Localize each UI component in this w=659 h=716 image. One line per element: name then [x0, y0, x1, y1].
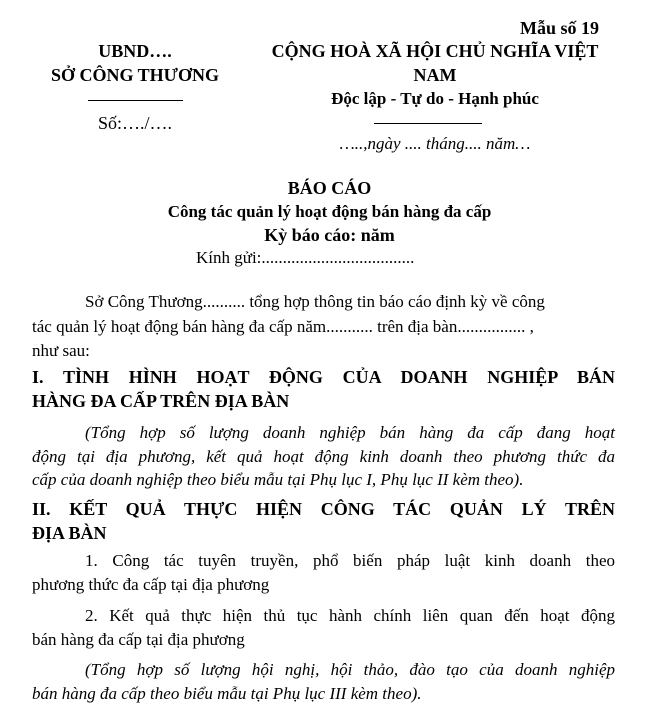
country-name-line1: CỘNG HOÀ XÃ HỘI CHỦ NGHĨA VIỆT	[271, 41, 599, 61]
item-1-line1: 1. Công tác tuyên truyền, phổ biến pháp luật kinh doanh theo	[85, 551, 615, 570]
section-1-heading-line2: HÀNG ĐA CẤP TRÊN ĐỊA BÀN	[32, 391, 290, 411]
report-period: Kỳ báo cáo: năm	[264, 225, 395, 245]
agency-name: UBND….	[98, 41, 172, 61]
intro-line-1: Sở Công Thương.......... tổng hợp thông tin báo cáo định kỳ về công	[85, 292, 545, 311]
section-2-note-line1: (Tổng hợp số lượng hội nghị, hội thảo, đào tạo của doanh nghiệp	[85, 660, 615, 679]
form-number: Mẫu số 19	[520, 18, 600, 38]
section-1-note-line3: cấp của doanh nghiệp theo biểu mẫu tại Phụ lục I, Phụ lục II kèm theo).	[32, 470, 524, 489]
item-2-line1: 2. Kết quả thực hiện thủ tục hành chính liên quan đến hoạt động	[85, 606, 615, 625]
right-divider	[374, 123, 482, 124]
recipient-line: Kính gửi:....................................	[196, 248, 415, 267]
section-2-heading-line1: II. KẾT QUẢ THỰC HIỆN CÔNG TÁC QUẢN LÝ TRÊN	[32, 499, 615, 519]
intro-line-3: như sau:	[32, 341, 90, 360]
country-name-line2: NAM	[413, 65, 457, 85]
section-1-heading-line1: I. TÌNH HÌNH HOẠT ĐỘNG CỦA DOANH NGHIỆP BÁN	[32, 367, 615, 387]
section-2-note-line2: bán hàng đa cấp theo biểu mẫu tại Phụ lục III kèm theo).	[32, 684, 422, 703]
section-1-note-line1: (Tổng hợp số lượng doanh nghiệp bán hàng đa cấp đang hoạt	[85, 423, 615, 442]
section-2-heading-line2: ĐỊA BÀN	[32, 523, 107, 543]
item-2-line2: bán hàng đa cấp tại địa phương	[32, 630, 245, 649]
department-name: SỞ CÔNG THƯƠNG	[50, 65, 220, 85]
report-title: BÁO CÁO	[287, 178, 372, 198]
left-divider	[88, 100, 183, 101]
document-number: Số:…./….	[97, 113, 172, 133]
item-1-line2: phương thức đa cấp tại địa phương	[32, 575, 270, 594]
intro-line-2: tác quản lý hoạt động bán hàng đa cấp năm........... trên địa bàn................ ,	[32, 317, 534, 336]
date-line: …..,ngày .... tháng.... năm…	[339, 134, 531, 153]
report-subtitle: Công tác quản lý hoạt động bán hàng đa cấp	[167, 202, 492, 221]
national-motto: Độc lập - Tự do - Hạnh phúc	[331, 89, 539, 108]
section-1-note-line2: động tại địa phương, kết quả hoạt động kinh doanh theo phương thức đa	[32, 447, 615, 466]
